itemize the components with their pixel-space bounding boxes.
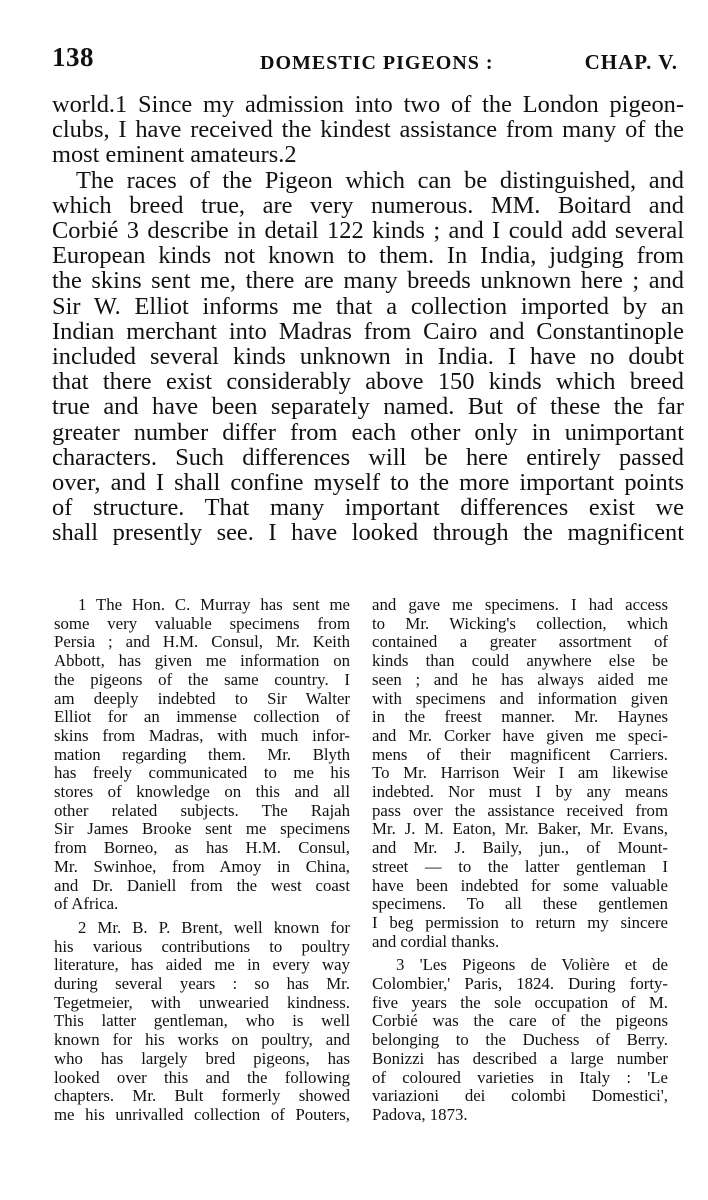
main-text xyxy=(52,92,684,546)
footnote-line: of Africa. xyxy=(54,894,119,914)
footnote-line: with specimens and information given xyxy=(372,688,668,708)
footnote-line: Mr. J. M. Eaton, Mr. Baker, Mr. Evans, xyxy=(372,819,668,839)
footnote-line: 1 The Hon. C. Murray has sent me xyxy=(78,595,350,614)
footnote-line: other related subjects. The Rajah xyxy=(54,800,350,820)
footnote-line: contained a greater assortment of xyxy=(372,632,668,652)
footnote-line: and cordial thanks. xyxy=(372,931,500,951)
running-head: DOMESTIC PIGEONS : xyxy=(260,52,494,74)
footnote-line: I beg permission to return my sincere xyxy=(372,912,668,932)
footnote-line: Sir James Brooke sent me specimens xyxy=(54,819,350,839)
footnote-1 xyxy=(54,596,350,914)
footnote-line: street — to the latter gentleman I xyxy=(372,856,668,876)
footnote-line: pass over the assistance received from xyxy=(372,800,668,820)
footnote-line: and Mr. J. Baily, jun., of Mount- xyxy=(372,838,668,858)
text-line: Corbié 3 describe in detail 122 kinds ; and I could add several xyxy=(52,217,684,245)
footnote-line: to Mr. Wicking's collection, which xyxy=(372,613,668,633)
footnote-line: skins from Madras, with much infor- xyxy=(54,725,350,745)
page-header xyxy=(52,42,678,78)
footnote-line: Tegetmeier, with unwearied kindness. xyxy=(54,992,350,1012)
footnote-line: Padova, 1873. xyxy=(372,1104,468,1124)
footnote-2 xyxy=(54,919,350,1125)
footnote-line: and Dr. Daniell from the west coast xyxy=(54,875,350,895)
footnote-line: kinds than could anywhere else be xyxy=(372,651,668,671)
footnote-line: some very valuable specimens from xyxy=(54,613,350,633)
footnote-line: This latter gentleman, who is well xyxy=(54,1011,350,1031)
footnote-line: in the freest manner. Mr. Haynes xyxy=(372,707,668,727)
footnote-line: me his unrivalled collection of Pouters, xyxy=(54,1104,350,1124)
footnote-line: of coloured varieties in Italy : 'Le xyxy=(372,1067,668,1087)
footnote-line: indebted. Nor must I by any means xyxy=(372,782,668,802)
text-line: which breed true, are very numerous. MM. Boitard and xyxy=(52,191,684,219)
text-line: that there exist considerably above 150 kinds which breed xyxy=(52,368,684,396)
footnote-column-right xyxy=(372,596,668,1125)
footnote-line: during several years : so has Mr. xyxy=(54,974,350,994)
footnote-line: mens of their magnificent Carriers. xyxy=(372,744,668,764)
footnote-line: To Mr. Harrison Weir I am likewise xyxy=(372,763,668,783)
footnote-line: Colombier,' Paris, 1824. During forty- xyxy=(372,974,668,994)
footnote-line: Mr. Swinhoe, from Amoy in China, xyxy=(54,856,350,876)
text-line: world.1 Since my admission into two of the London pigeon- xyxy=(52,91,684,118)
text-line: the skins sent me, there are many breeds unknown here ; and xyxy=(52,267,684,295)
paragraph xyxy=(52,92,684,168)
footnote-line: Bonizzi has described a large number xyxy=(372,1048,668,1068)
footnote-line: Elliot for an immense collection of xyxy=(54,707,350,727)
text-line: The races of the Pigeon which can be distinguished, and xyxy=(76,166,684,194)
text-line: included several kinds unknown in India. I have no doubt xyxy=(52,343,684,371)
footnote-line: and gave me specimens. I had access xyxy=(372,595,668,614)
footnote-line: seen ; and he has always aided me xyxy=(372,669,668,689)
footnote-line: have been indebted for some valuable xyxy=(372,875,668,895)
footnote-line: stores of knowledge on this and all xyxy=(54,782,350,802)
footnote-line: his various contributions to poultry xyxy=(54,936,350,956)
text-line: European kinds not known to them. In India, judging from xyxy=(52,242,684,270)
footnote-line: mation regarding them. Mr. Blyth xyxy=(54,744,350,764)
footnote-line: chapters. Mr. Bult formerly showed xyxy=(54,1086,350,1106)
text-line: Sir W. Elliot informs me that a collection imported by an xyxy=(52,292,684,320)
footnote-line: 3 'Les Pigeons de Volière et de xyxy=(396,955,668,975)
footnote-line: looked over this and the following xyxy=(54,1067,350,1087)
footnote-line: and Mr. Corker have given me speci- xyxy=(372,725,668,745)
footnote-line: who has largely bred pigeons, has xyxy=(54,1048,350,1068)
chapter-label: CHAP. V. xyxy=(584,50,678,74)
footnote-line: Corbié was the care of the pigeons xyxy=(372,1011,668,1031)
footnote-line: specimens. To all these gentlemen xyxy=(372,894,668,914)
text-line: true and have been separately named. But of these the far xyxy=(52,393,684,421)
text-line: clubs, I have received the kindest assistance from many of the xyxy=(52,116,684,144)
footnote-line: belonging to the Duchess of Berry. xyxy=(372,1030,668,1050)
footnote-line: 2 Mr. B. P. Brent, well known for xyxy=(78,917,350,937)
footnote-line: am deeply indebted to Sir Walter xyxy=(54,688,350,708)
text-line: shall presently see. I have looked through the magnificent xyxy=(52,519,684,547)
footnote-3 xyxy=(372,956,668,1124)
footnote-line: Abbott, has given me information on xyxy=(54,651,350,671)
text-line: over, and I shall confine myself to the more important points xyxy=(52,469,684,497)
footnote-line: the pigeons of the same country. I xyxy=(54,669,350,689)
footnote-line: variazioni dei colombi Domestici', xyxy=(372,1086,668,1106)
footnote-line: from Borneo, as has H.M. Consul, xyxy=(54,838,350,858)
footnote-line: has freely communicated to me his xyxy=(54,763,350,783)
text-line: most eminent amateurs.2 xyxy=(52,141,297,169)
footnote-line: known for his works on poultry, and xyxy=(54,1030,350,1050)
footnote-2-continued xyxy=(372,596,668,951)
text-line: of structure. That many important differences exist we xyxy=(52,494,684,522)
text-line: greater number differ from each other only in unimportant xyxy=(52,418,684,446)
text-line: characters. Such differences will be here entirely passed xyxy=(52,443,684,471)
page-number: 138 xyxy=(52,42,94,72)
paragraph xyxy=(52,168,684,546)
footnote-line: Persia ; and H.M. Consul, Mr. Keith xyxy=(54,632,350,652)
text-line: Indian merchant into Madras from Cairo and Constantinople xyxy=(52,317,684,345)
footnote-line: five years the sole occupation of M. xyxy=(372,992,668,1012)
footnote-line: literature, has aided me in every way xyxy=(54,955,350,975)
footnote-column-left xyxy=(54,596,350,1125)
